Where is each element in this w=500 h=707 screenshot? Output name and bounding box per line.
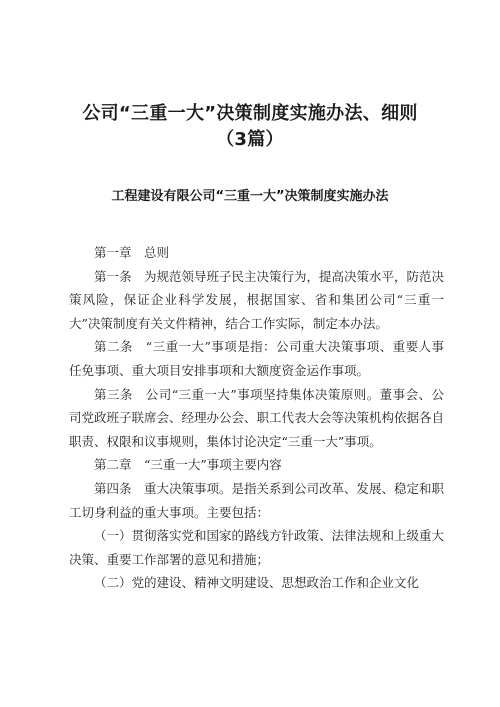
article-2: 第二条 “三重一大”事项是指：公司重大决策事项、重要人事任免事项、重大项目安排事项和大额度资金运作事项。 [69, 339, 444, 378]
chapter-heading-2: 第二章 “三重一大”事项主要内容 [94, 457, 282, 473]
main-title-line-1: 公司“三重一大”决策制度实施办法、细则 [82, 103, 418, 124]
article-3: 第三条 公司“三重一大”事项坚持集体决策原则。董事会、公司党政班子联席会、经理办公会、职工代表大会等决策机构依据各自职责、权限和议事规则，集体讨论决定“三重一大”事项。 [69, 386, 445, 449]
list-item-1: （一）贯彻落实党和国家的路线方针政策、法律法规和上级重大决策、重要工作部署的意见和措施； [69, 528, 445, 567]
main-title [0, 101, 500, 153]
chapter-heading-1: 第一章 总则 [94, 245, 170, 260]
article-1: 第一条 为规范领导班子民主决策行为，提高决策水平，防范决策风险，保证企业科学发展，根据国家、省和集团公司“三重一大”决策制度有关文件精神，结合工作实际，制定本办法。 [69, 268, 445, 331]
document-subtitle: 工程建设有限公司“三重一大”决策制度实施办法 [111, 189, 389, 204]
main-title-line-2: （3篇） [216, 129, 284, 150]
list-item-2: （二）党的建设、精神文明建设、思想政治工作和企业文化 [94, 575, 420, 591]
article-4: 第四条 重大决策事项。是指关系到公司改革、发展、稳定和职工切身利益的重大事项。主要包括： [69, 480, 445, 520]
document-body [69, 241, 444, 595]
